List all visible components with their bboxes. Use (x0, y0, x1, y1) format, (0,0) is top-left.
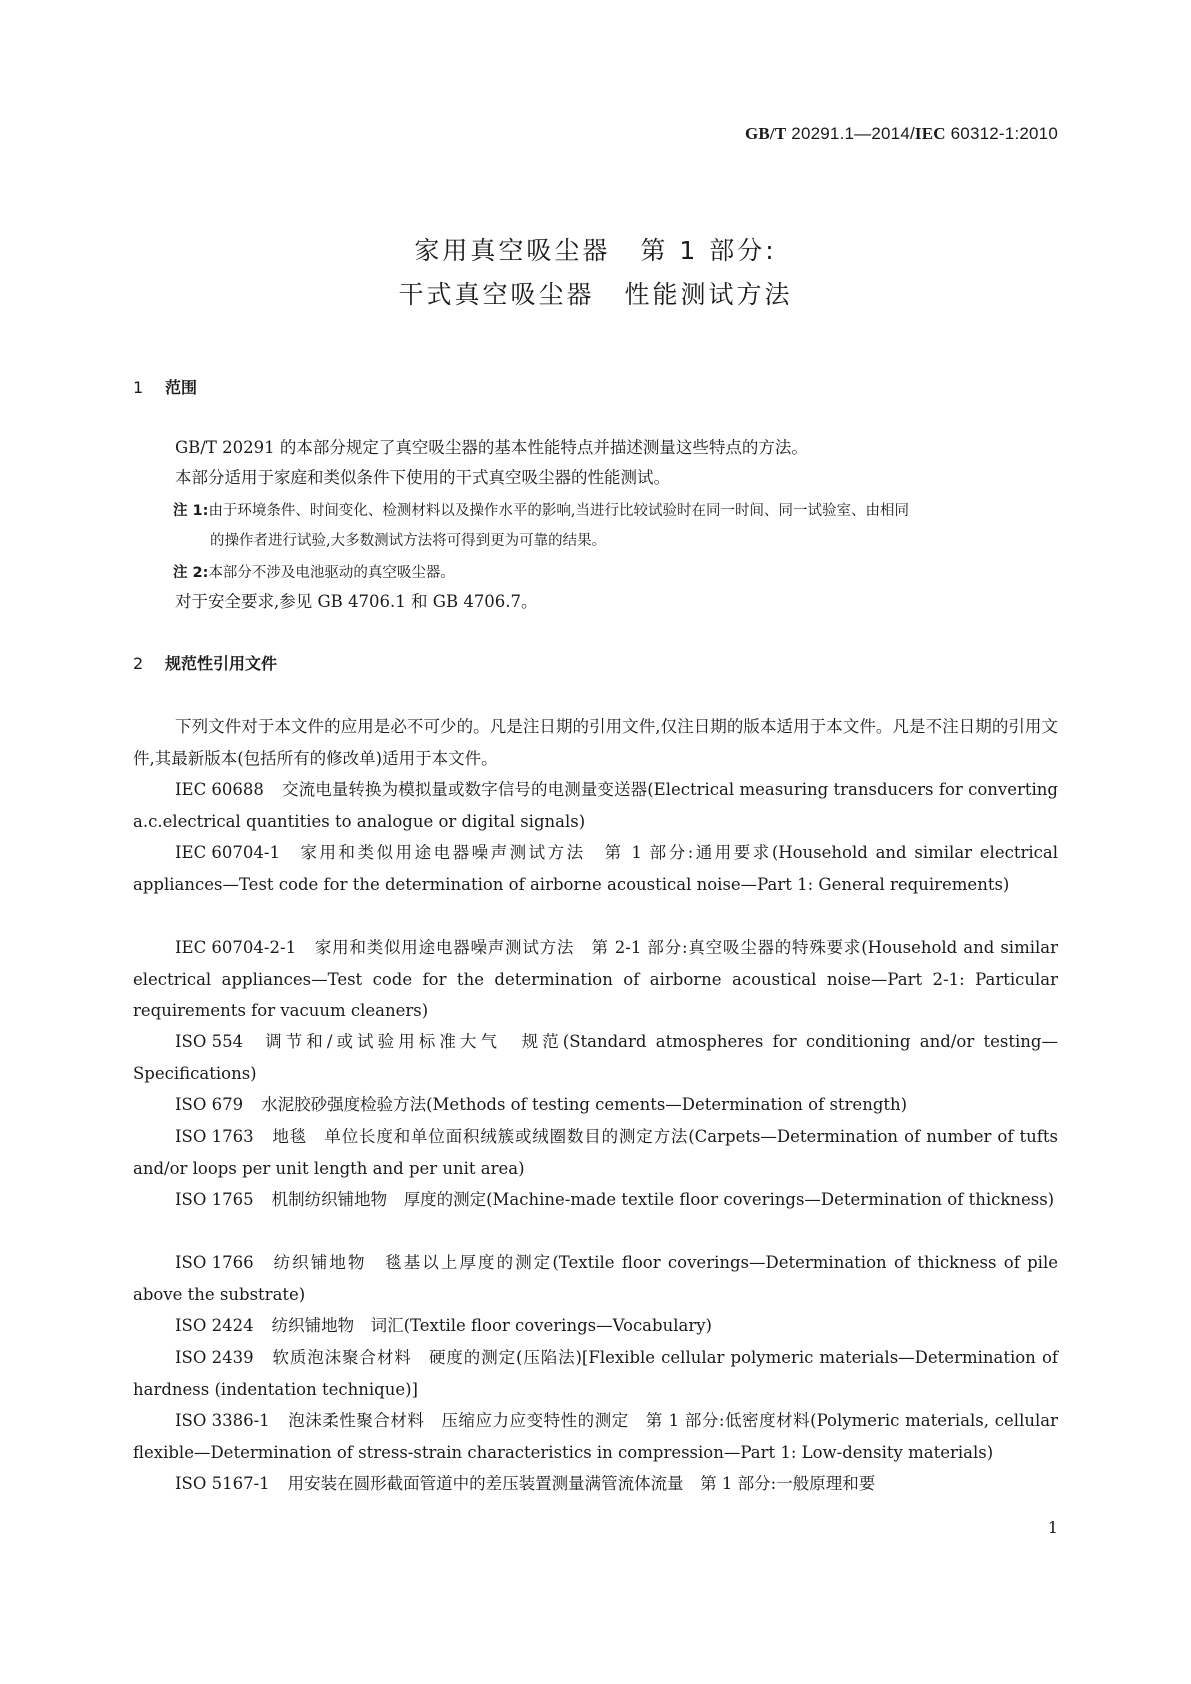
note-label: 注 1: (173, 503, 209, 519)
reference-code: ISO 2439 (175, 1348, 254, 1367)
scope-paragraph-1 (133, 432, 1058, 464)
standard-code-iec: IEC (914, 124, 946, 143)
subtitle-part-b: 性能测试方法 (624, 280, 793, 309)
reference-item (133, 1310, 1058, 1342)
reference-code: ISO 2424 (175, 1316, 254, 1335)
reference-code: IEC 60704-1 (175, 843, 280, 862)
reference-title: 地毯 单位长度和单位面积绒簇或绒圈数目的测定方法(Carpets—Determination of number of tufts and/or loops per unit length and per unit area) (133, 1127, 1058, 1178)
document-title-line-1 (0, 231, 1191, 267)
reference-item (133, 774, 1058, 837)
reference-item (133, 1089, 1058, 1121)
standard-code-prefix: GB/T (744, 124, 787, 143)
note-1 (173, 496, 1058, 556)
reference-title: 用安装在圆形截面管道中的差压装置测量满管流体流量 第 1 部分:一般原理和要 (287, 1474, 876, 1493)
standard-code-iec-number: 60312-1:2010 (945, 124, 1058, 143)
section-title: 规范性引用文件 (165, 654, 278, 673)
section-2-heading (133, 651, 277, 674)
page-number: 1 (1047, 1518, 1058, 1537)
section-number: 1 (133, 378, 144, 397)
normative-intro (133, 711, 1058, 774)
paragraph-text: 对于安全要求,参见 GB 4706.1 和 GB 4706.7。 (175, 592, 538, 611)
reference-title: 水泥胶砂强度检验方法(Methods of testing cements—Determination of strength) (261, 1095, 908, 1114)
paragraph-text: GB/T 20291 的本部分规定了真空吸尘器的基本性能特点并描述测量这些特点的方法。 (175, 438, 808, 457)
reference-item (133, 1468, 1058, 1500)
reference-title: 机制纺织铺地物 厚度的测定(Machine-made textile floor coverings—Determination of thickness) (271, 1190, 1055, 1209)
note-text: 本部分不涉及电池驱动的真空吸尘器。 (208, 565, 455, 581)
reference-title: 家用和类似用途电器噪声测试方法 第 1 部分:通用要求(Household and similar electrical appliances—Test code for the determination of airborne acoustical noise—Part 1: General requirements) (133, 843, 1058, 894)
safety-reference (133, 586, 1058, 618)
reference-code: ISO 1766 (175, 1253, 254, 1272)
reference-title: 纺织铺地物 词汇(Textile floor coverings—Vocabulary) (271, 1316, 712, 1335)
reference-item (133, 1026, 1058, 1089)
note-text: 由于环境条件、时间变化、检测材料以及操作水平的影响,当进行比较试验时在同一时间、同一试验室、由相同 (208, 503, 910, 519)
paragraph-text: 下列文件对于本文件的应用是必不可少的。凡是注日期的引用文件,仅注日期的版本适用于本文件。凡是不注日期的引用文件,其最新版本(包括所有的修改单)适用于本文件。 (133, 717, 1058, 768)
note-label: 注 2: (173, 565, 209, 581)
document-title-line-2 (0, 275, 1191, 311)
reference-item (133, 1121, 1058, 1184)
reference-code: ISO 1765 (175, 1190, 254, 1209)
section-number: 2 (133, 654, 144, 673)
title-part-a: 家用真空吸尘器 (414, 236, 611, 265)
reference-title: 软质泡沫聚合材料 硬度的测定(压陷法)[Flexible cellular polymeric materials—Determination of hardness (indentation technique)] (133, 1348, 1058, 1399)
reference-item (133, 1342, 1058, 1405)
reference-code: ISO 679 (175, 1095, 244, 1114)
reference-item (133, 837, 1058, 900)
reference-title: 家用和类似用途电器噪声测试方法 第 2-1 部分:真空吸尘器的特殊要求(Household and similar electrical appliances—Test code for the determination of airborne acoustical noise—Part 2-1: Particular requirements for vacuum cleaners) (133, 938, 1058, 1020)
reference-title: 交流电量转换为模拟量或数字信号的电测量变送器(Electrical measuring transducers for converting a.c.electrical quantities to analogue or digital signals) (133, 780, 1058, 831)
standard-code-number: 20291.1—2014/ (786, 124, 915, 143)
scope-paragraph-2 (133, 462, 1058, 494)
section-title: 范围 (165, 378, 198, 397)
title-part-b: 第 1 部分: (640, 236, 777, 265)
reference-item (133, 1184, 1058, 1216)
reference-code: ISO 5167-1 (175, 1474, 270, 1493)
note-2 (173, 558, 1058, 588)
reference-item (133, 1247, 1058, 1310)
reference-title: 泡沫柔性聚合材料 压缩应力应变特性的测定 第 1 部分:低密度材料(Polymeric materials, cellular flexible—Determination of stress-strain characteristics in compression—Part 1: Low-density materials) (133, 1411, 1058, 1462)
paragraph-text: 本部分适用于家庭和类似条件下使用的干式真空吸尘器的性能测试。 (175, 468, 670, 487)
reference-title: 纺织铺地物 毯基以上厚度的测定(Textile floor coverings—Determination of thickness of pile above the substrate) (133, 1253, 1058, 1304)
section-1-heading (133, 375, 197, 398)
reference-code: ISO 3386-1 (175, 1411, 270, 1430)
reference-title: 调节和/或试验用标准大气 规范(Standard atmospheres for conditioning and/or testing—Specifications) (133, 1032, 1058, 1083)
standard-code (745, 124, 1058, 144)
reference-code: ISO 1763 (175, 1127, 254, 1146)
reference-item (133, 1405, 1058, 1468)
subtitle-part-a: 干式真空吸尘器 (398, 280, 595, 309)
reference-code: ISO 554 (175, 1032, 244, 1051)
reference-code: IEC 60688 (175, 780, 264, 799)
note-text-continued: 的操作者进行试验,大多数测试方法将可得到更为可靠的结果。 (210, 533, 607, 549)
reference-item (133, 932, 1058, 1027)
reference-code: IEC 60704-2-1 (175, 938, 297, 957)
